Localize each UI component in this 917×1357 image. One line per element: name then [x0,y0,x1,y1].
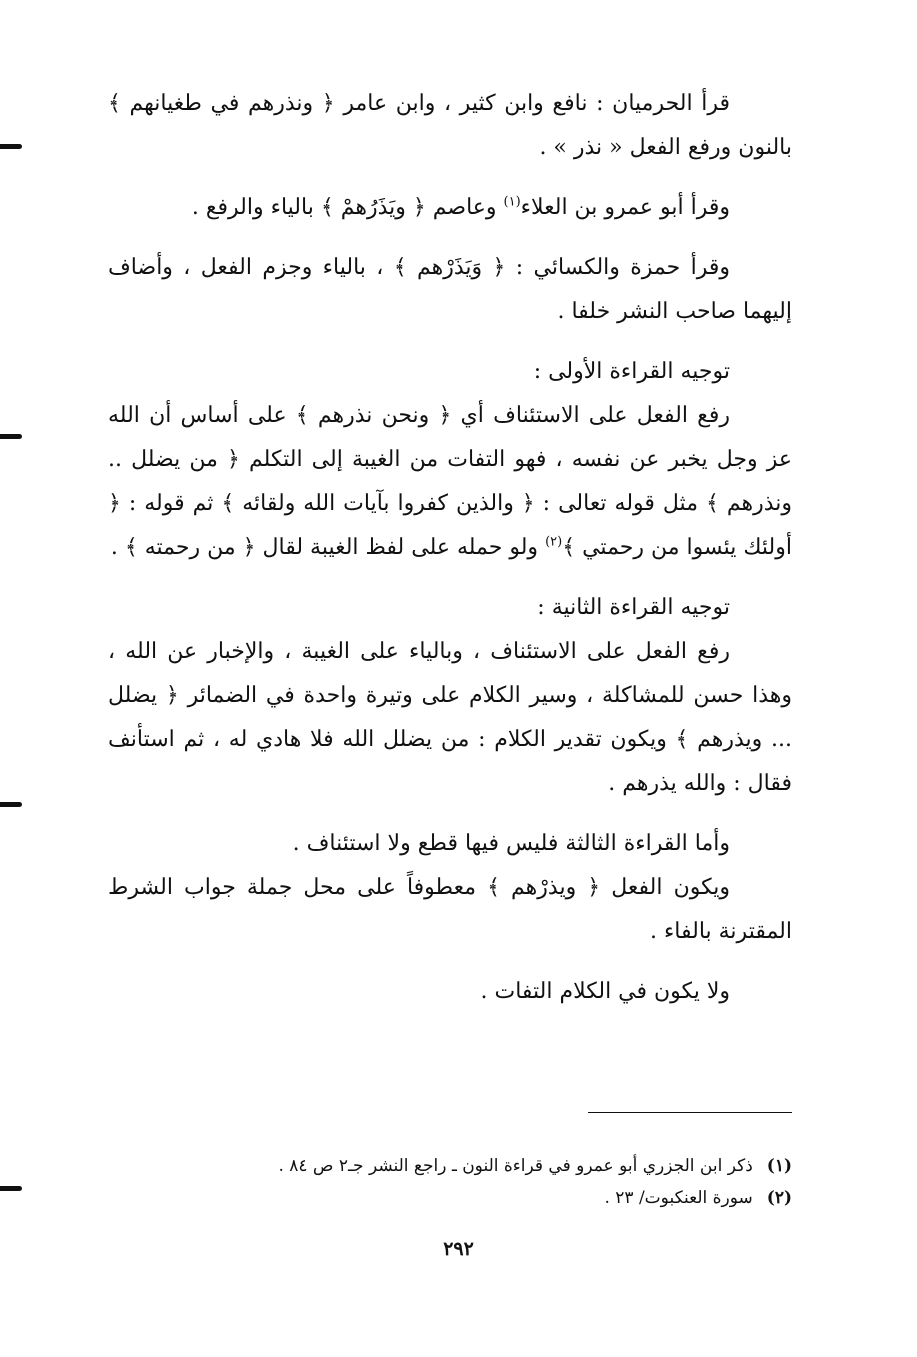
footnotes [108,1150,792,1214]
paragraph-text: رفع الفعل على الاستئناف أي ﴿ ونحن نذرهم ﴾ على أساس أن الله عز وجل يخبر عن نفسه ، فهو التفات من الغيبة إلى التكلم ﴿ من يضلل .. ونذرهم ﴾ مثل قوله تعالى : ﴿ والذين كفروا بآيات الله ولقائه ﴾ ثم قوله : ﴿ أولئك يئسوا من رحمتي ﴾ [108,403,792,560]
paragraph-text: وقرأ أبو عمرو بن العلاء [520,195,730,220]
section-heading: توجيه القراءة الثانية : [537,595,730,620]
paragraph: رفع الفعل على الاستئناف ، وبالياء على الغيبة ، والإخبار عن الله ، وهذا حسن للمشاكلة ، وسير الكلام على وتيرة واحدة في الضمائر ﴿ يضلل ... ويذرهم ﴾ ويكون تقدير الكلام : من يضلل الله فلا هادي له ، ثم استأنف فقال : والله يذرهم . [108,639,792,796]
edge-scan-mark [0,434,22,439]
paragraph-text: ولو حمله على لفظ الغيبة لقال ﴿ من رحمته ﴾ . [110,535,546,560]
paragraph [108,186,792,230]
footnote-text: سورة العنكبوت/ ٢٣ . [604,1188,753,1208]
paragraph: ولا يكون في الكلام التفات . [480,979,730,1004]
main-text [108,82,792,1014]
paragraph-text: وعاصم ﴿ ويَذَرُهمْ ﴾ بالياء والرفع . [191,195,504,220]
footnote-separator [588,1112,792,1113]
footnote-reference[interactable]: (١) [503,194,521,210]
edge-scan-mark [0,144,22,149]
footnote-text: ذكر ابن الجزري أبو عمرو في قراءة النون ـ راجع النشر جـ٢ ص ٨٤ . [278,1156,753,1176]
paragraph: وأما القراءة الثالثة فليس فيها قطع ولا استئناف . [292,831,730,856]
footnote-item [108,1182,792,1214]
section-heading: توجيه القراءة الأولى : [533,359,730,384]
page-number: ٢٩٢ [443,1238,474,1260]
footnote-number: (٢) [766,1188,792,1208]
paragraph: ويكون الفعل ﴿ ويذرْهم ﴾ معطوفاً على محل جملة جواب الشرط المقترنة بالفاء . [108,875,792,944]
paragraph: وقرأ حمزة والكسائي : ﴿ وَيَذَرْهم ﴾ ، بالياء وجزم الفعل ، وأضاف إليهما صاحب النشر خلفا . [108,255,792,324]
paragraph [108,394,792,570]
footnote-item [108,1150,792,1182]
footnote-number: (١) [766,1156,792,1176]
edge-scan-mark [0,802,22,807]
paragraph: قرأ الحرميان : نافع وابن كثير ، وابن عامر ﴿ ونذرهم في طغيانهم ﴾ بالنون ورفع الفعل « نذر » . [108,91,792,160]
footnote-reference[interactable]: (٢) [545,534,563,550]
edge-scan-mark [0,1186,22,1191]
